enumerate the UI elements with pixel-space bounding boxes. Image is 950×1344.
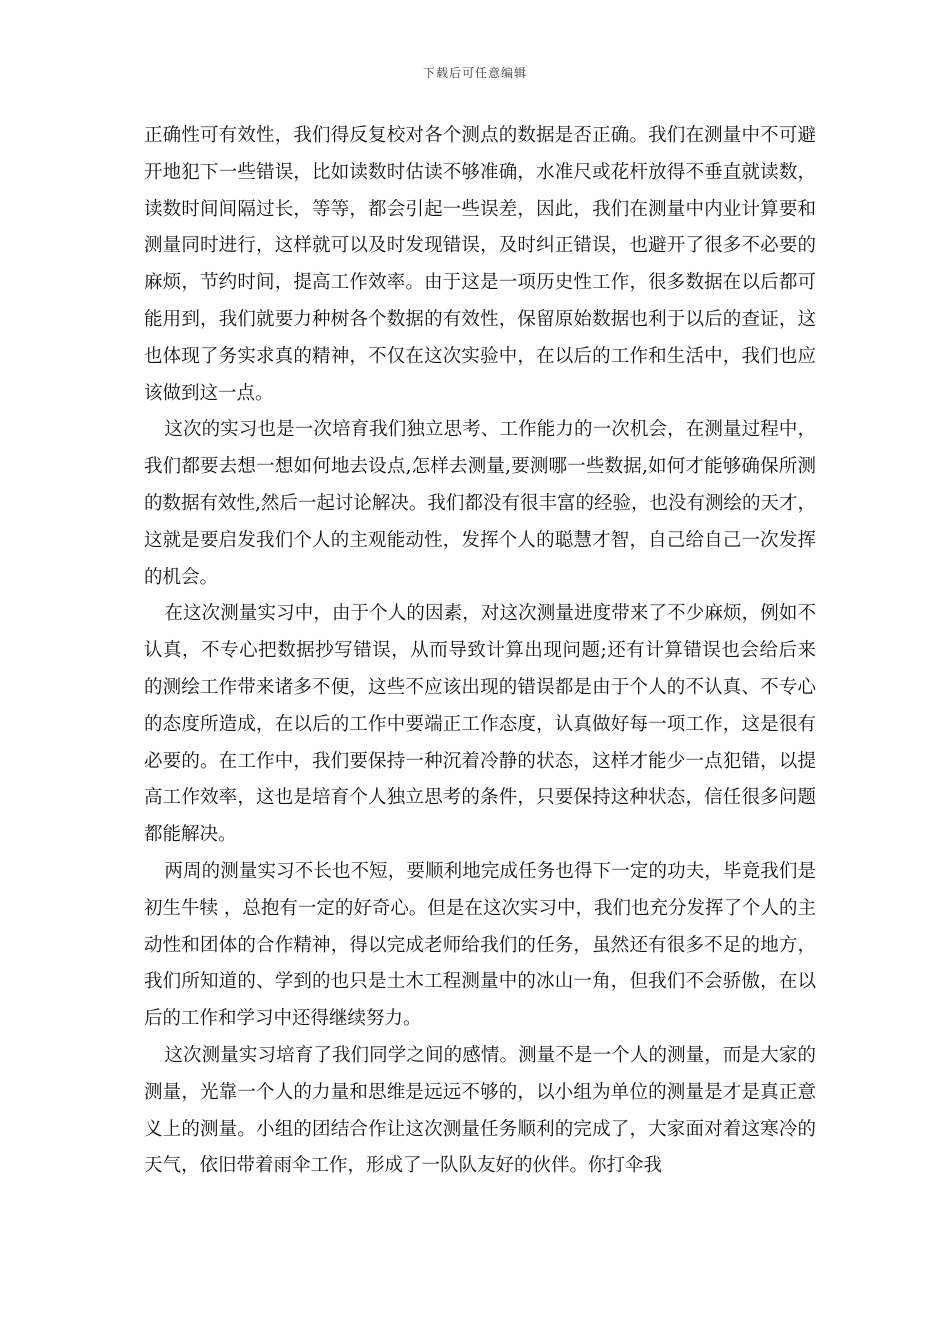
paragraph-5: 这次测量实习培育了我们同学之间的感情。测量不是一个人的测量，而是大家的测量，光靠一个人的力量和思维是远远不够的，以小组为单位的测量是才是真正意义上的测量。小组的团结合作让这次测量任务顺利的完成了，大家面对着这寒冷的天气，依旧带着雨伞工作，形成了一队队友好的伙伴。你打伞我 xyxy=(144,1044,816,1177)
paragraph-2: 这次的实习也是一次培育我们独立思考、工作能力的一次机会，在测量过程中，我们都要去想一想如何地去设点,怎样去测量,要测哪一些数据,如何才能够确保所测的数据有效性,然后一起讨论解决。我们都没有很丰富的经验，也没有测绘的天才，这就是要启发我们个人的主观能动性，发挥个人的聪慧才智，自己给自己一次发挥的机会。 xyxy=(144,419,816,588)
paragraph-4: 两周的测量实习不长也不短，要顺利地完成任务也得下一定的功夫，毕竟我们是 初生牛犊 ，总抱有一定的好奇心。但是在这次实习中，我们也充分发挥了个人的主动性和团体的合作精神，得以完成老师给我们的任务，虽然还有很多不足的地方，我们所知道的、学到的也只是土木工程测量中的冰山一角，但我们不会骄傲，在以后的工作和学习中还得继续努力。 xyxy=(144,860,816,1030)
document-body xyxy=(144,118,816,1185)
paragraph-1: 正确性可有效性，我们得反复校对各个测点的数据是否正确。我们在测量中不可避开地犯下一些错误，比如读数时估读不够准确，水准尺或花杆放得不垂直就读数，读数时间间隔过长，等等，都会引起一些误差，因此，我们在测量中内业计算要和测量同时进行，这样就可以及时发现错误，及时纠正错误，也避开了很多不必要的麻烦，节约时间，提高工作效率。由于这是一项历史性工作，很多数据在以后都可能用到，我们就要力种树各个数据的有效性，保留原始数据也利于以后的查证，这也体现了务实求真的精神，不仅在这次实验中，在以后的工作和生活中，我们也应该做到这一点。 xyxy=(144,125,816,404)
page-header: 下载后可任意编辑 xyxy=(422,66,527,80)
paragraph-3: 在这次测量实习中，由于个人的因素，对这次测量进度带来了不少麻烦，例如不认真，不专心把数据抄写错误，从而导致计算出现问题;还有计算错误也会给后来的测绘工作带来诸多不便，这些不应该出现的错误都是由于个人的不认真、不专心的态度所造成，在以后的工作中要端正工作态度，认真做好每一项工作，这是很有必要的。在工作中，我们要保持一种沉着冷静的状态，这样才能少一点犯错，以提高工作效率，这也是培育个人独立思考的条件，只要保持这种状态，信任很多问题都能解决。 xyxy=(144,603,816,846)
